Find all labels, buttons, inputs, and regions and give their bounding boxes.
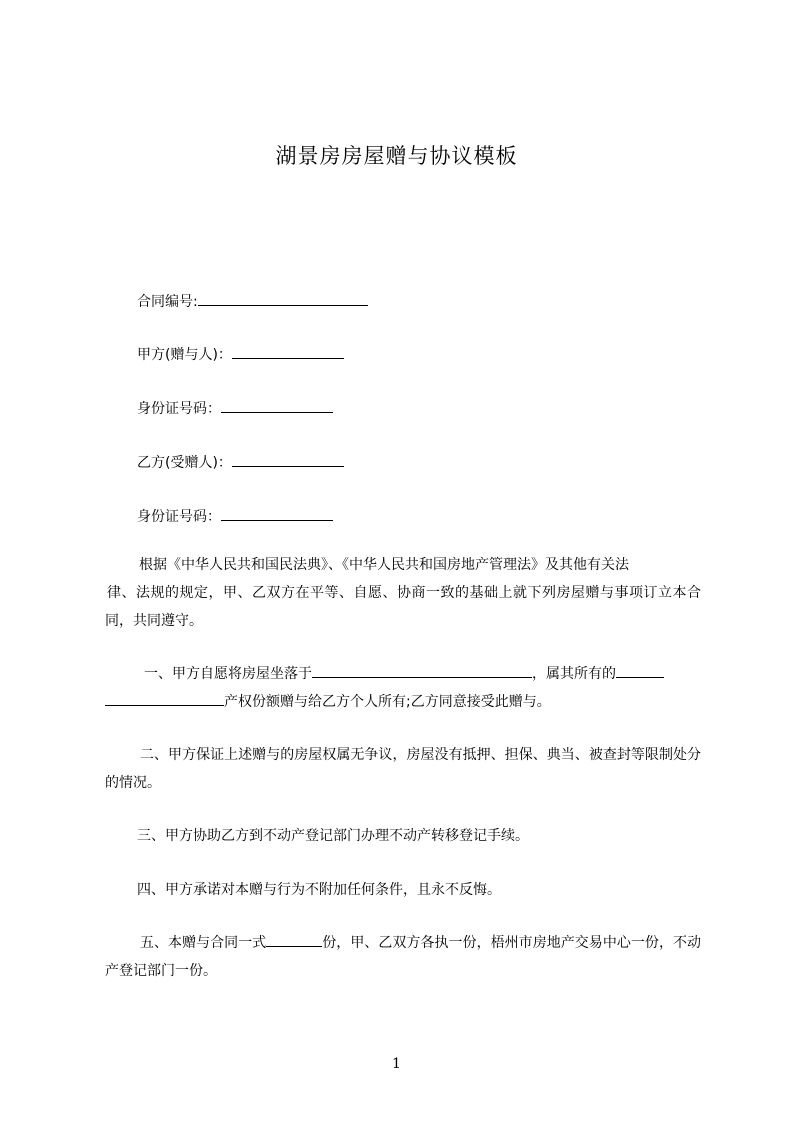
party-a-label: 甲方(赠与人)：: [137, 347, 232, 363]
contract-number-blank[interactable]: [198, 290, 368, 306]
document-title: 湖景房房屋赠与协议模板: [275, 144, 518, 168]
intro-rest: 律、法规的规定，甲、乙双方在平等、自愿、协商一致的基础上就下列房屋赠与事项订立本合同，共同遵守。: [105, 585, 701, 629]
ownership-blank-2[interactable]: [105, 690, 224, 706]
intro-first-line: 根据《中华人民共和国民法典》、《中华人民共和国房地产管理法》及其他有关法: [139, 557, 629, 573]
clause-1-part2: ，属其所有的: [532, 666, 616, 682]
clause-3: 三、甲方协助乙方到不动产登记部门办理不动产转移登记手续。: [137, 828, 529, 844]
party-a-field: [137, 343, 344, 366]
clause-4: 四、甲方承诺对本赠与行为不附加任何条件，且永不反悔。: [137, 882, 501, 898]
page-number: 1: [392, 1056, 401, 1072]
contract-number-label: 合同编号:: [137, 294, 198, 310]
clause-2: 二、甲方保证上述赠与的房屋权属无争议，房屋没有抵押、担保、典当、被查封等限制处分的情况。: [105, 747, 701, 791]
party-b-id-field: [137, 505, 333, 528]
copies-count-blank[interactable]: [266, 931, 322, 947]
clause-5-part2: 份，甲、乙双方各执一份，梧州市房地产交易中心一份，不动产登记部门一份。: [105, 935, 701, 979]
clause-5-part1: 五、本赠与合同一式: [140, 935, 267, 951]
party-a-id-label: 身份证号码：: [137, 401, 221, 417]
party-b-label: 乙方(受赠人)：: [137, 455, 232, 471]
property-location-blank[interactable]: [312, 662, 532, 678]
party-b-field: [137, 451, 344, 474]
clause-1-part1: 一、甲方自愿将房屋坐落于: [144, 666, 312, 682]
party-b-id-label: 身份证号码：: [137, 509, 221, 525]
clause-1: [105, 660, 701, 716]
party-b-id-blank[interactable]: [221, 505, 333, 521]
ownership-blank-1[interactable]: [616, 662, 664, 678]
party-b-blank[interactable]: [232, 451, 344, 467]
contract-number-field: [137, 290, 368, 313]
party-a-blank[interactable]: [232, 343, 344, 359]
clause-5: [105, 929, 701, 985]
intro-paragraph: [105, 551, 701, 635]
party-a-id-blank[interactable]: [221, 397, 333, 413]
party-a-id-field: [137, 397, 333, 420]
clause-1-part3: 产权份额赠与给乙方个人所有;乙方同意接受此赠与。: [224, 694, 551, 710]
